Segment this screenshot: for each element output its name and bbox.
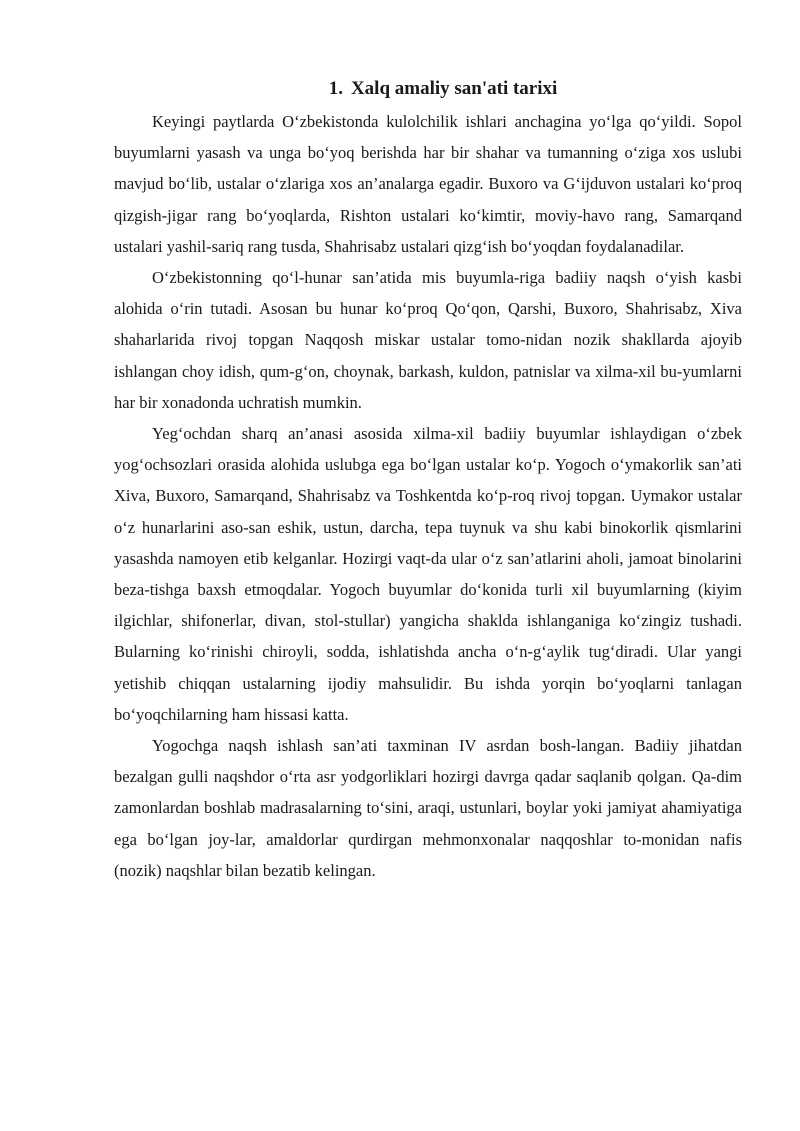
paragraph-pottery: Keyingi paytlarda O‘zbekistonda kulolchilik ishlari anchagina yo‘lga qo‘yildi. Sopol buyumlarni yasash va unga bo‘yoq berishda har bir shahar va tumanning o‘ziga xos uslubi mavjud bo‘lib, ustalar o‘zlariga xos an’analarga egadir. Buxoro va G‘ijduvon ustalari ko‘proq qizgish-jigar rang bo‘yoqlarda, Rishton ustalari ko‘kimtir, moviy-havo rang, Samarqand ustalari yashil-sariq rang tusda, Shahrisabz ustalari qizg‘ish bo‘yoqdan foydalanadilar. xyxy=(114,112,742,256)
paragraph-woodwork: Yeg‘ochdan sharq an’anasi asosida xilma-xil badiiy buyumlar ishlaydigan o‘zbek yog‘ochsozlari orasida alohida uslubga ega bo‘lgan ustalar ko‘p. Yogoch o‘ymakorlik san’ati Xiva, Buxoro, Samarqand, Shahrisabz va Toshkentda ko‘p-roq rivoj topgan. Uymakor ustalar o‘z hunarlarini aso-san eshik, ustun, darcha, tepa tuynuk va shu kabi binokorlik qismlarini yasashda namoyen etib kelganlar. Hozirgi vaqt-da ular o‘z san’atlarini aholi, jamoat binolarini beza-tishga baxsh etmoqdalar. Yogoch buyumlar do‘konida turli xil buyumlarning (kiyim ilgichlar, shifonerlar, divan, stol-stullar) yangicha shaklda ishlanganiga ko‘zingiz tushadi. Bularning ko‘rinishi chiroyli, sodda, ishlatishda ancha o‘n-g‘aylik tug‘diradi. Ular yangi yetishib chiqqan ustalarning ijodiy mahsulidir. Bu ishda yorqin bo‘yoqlarni tanlagan bo‘yoqchilarning ham hissasi katta. xyxy=(114,424,742,724)
paragraph-wood-carving-history: Yogochga naqsh ishlash san’ati taxminan IV asrdan bosh-langan. Badiiy jihatdan bezalgan gulli naqshdor o‘rta asr yodgorliklari hozirgi davrga qadar saqlanib qolgan. Qa-dim zamonlardan boshlab madrasalarning to‘sini, araqi, ustunlari, boylar yoki jamiyat ahamiyatiga ega bo‘lgan joy-lar, amaldorlar qurdirgan mehmonxonalar naqqoshlar to-monidan nafis (nozik) naqshlar bilan bezatib kelingan. xyxy=(114,736,742,880)
section-number: 1. xyxy=(328,78,343,99)
paragraph-metalwork: O‘zbekistonning qo‘l-hunar san’atida mis buyumla-riga badiiy naqsh o‘yish kasbi alohida o‘rin tutadi. Asosan bu hunar ko‘proq Qo‘qon, Qarshi, Buxoro, Shahrisabz, Xiva shaharlarida rivoj topgan Naqqosh miskar ustalar tomo-nidan nozik shakllarda ajoyib ishlangan choy idish, qum-g‘on, choynak, barkash, kuldon, patnislar va xilma-xil bu-yumlarni har bir xonadonda uchratish mumkin. xyxy=(114,268,742,412)
section-title: Xalq amaliy san'ati tarixi xyxy=(350,78,558,99)
section-heading xyxy=(114,74,742,104)
document-page xyxy=(114,74,742,886)
